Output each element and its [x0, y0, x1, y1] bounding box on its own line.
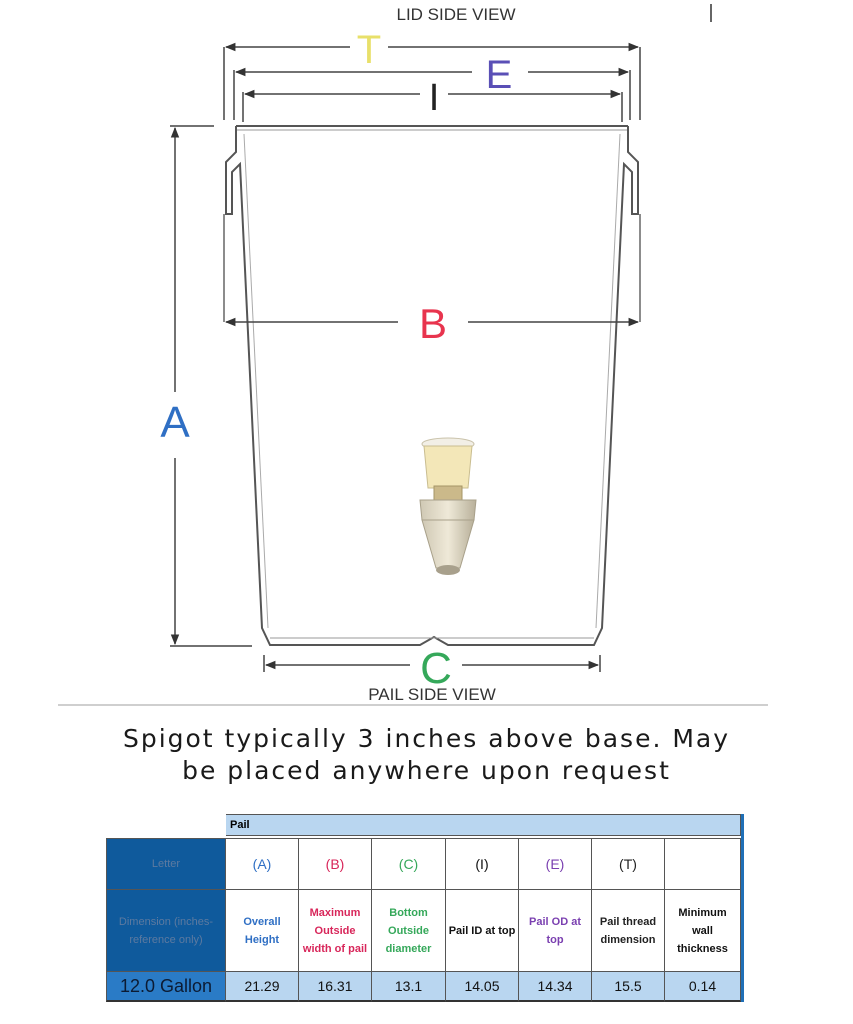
label-a: A	[160, 398, 190, 447]
letter-cell: (E)	[519, 838, 592, 890]
pail-side-view-label: PAIL SIDE VIEW	[368, 685, 496, 704]
row-label-dimension: Dimension (inches- reference only)	[106, 890, 226, 972]
dimension-desc-cell: Pail thread dimension	[592, 890, 665, 972]
dimension-desc-cell: Pail ID at top	[446, 890, 519, 972]
dimension-desc-cell: Pail OD at top	[519, 890, 592, 972]
value-cell: 0.14	[665, 972, 741, 1002]
dimension-b	[226, 300, 638, 347]
value-cell: 13.1	[372, 972, 446, 1002]
letter-cell: (T)	[592, 838, 665, 890]
dimension-a	[160, 126, 252, 646]
dimension-desc-cell: Minimum wall thickness	[665, 890, 741, 972]
label-c: C	[420, 644, 452, 693]
row-label-letter: Letter	[106, 838, 226, 890]
table-right-edge	[741, 814, 744, 1002]
letter-cell	[665, 838, 741, 890]
pail-outline	[224, 126, 640, 645]
label-e: E	[485, 53, 513, 97]
label-b: B	[418, 300, 448, 347]
dimension-desc-cell: Bottom Outside diameter	[372, 890, 446, 972]
spigot-note-line-1: Spigot typically 3 inches above base. May	[122, 724, 731, 753]
letter-cell: (B)	[299, 838, 372, 890]
dimensions-table	[0, 810, 853, 1024]
value-cell: 21.29	[226, 972, 299, 1002]
value-cell: 14.34	[519, 972, 592, 1002]
value-cell: 15.5	[592, 972, 665, 1002]
label-i: I	[428, 77, 440, 119]
value-cell: 14.05	[446, 972, 519, 1002]
label-t: T	[356, 28, 382, 72]
letter-cell: (A)	[226, 838, 299, 890]
dimension-desc-cell: Maximum Outside width of pail	[299, 890, 372, 972]
spigot-note-line-2: be placed anywhere upon request	[182, 756, 671, 785]
dimension-i	[243, 77, 622, 122]
value-cell: 16.31	[299, 972, 372, 1002]
pail-group-header: Pail	[226, 814, 741, 836]
letter-cell: (I)	[446, 838, 519, 890]
letter-cell: (C)	[372, 838, 446, 890]
size-label-cell: 12.0 Gallon	[106, 972, 226, 1002]
dimension-desc-cell: Overall Height	[226, 890, 299, 972]
lid-side-view-label: LID SIDE VIEW	[396, 5, 516, 24]
spigot-icon	[420, 438, 476, 575]
